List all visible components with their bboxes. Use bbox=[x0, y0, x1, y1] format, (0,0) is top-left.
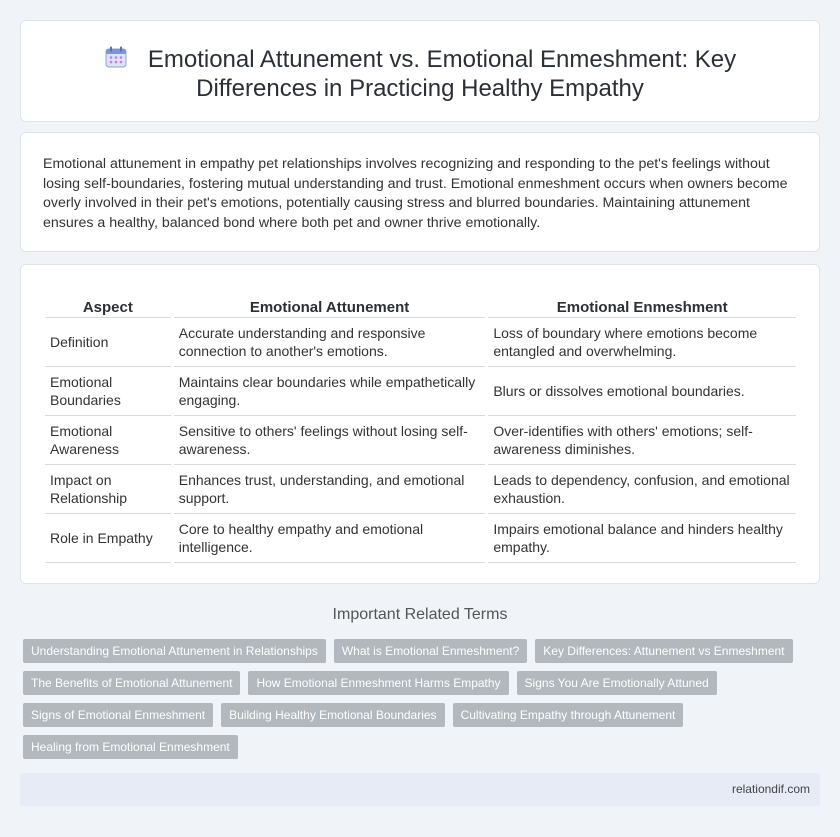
related-term-tag[interactable]: Key Differences: Attunement vs Enmeshment bbox=[535, 639, 792, 663]
cell-enmeshment: Blurs or dissolves emotional boundaries. bbox=[488, 367, 796, 416]
title-line-1: Emotional Attunement vs. Emotional Enmeshment: Key bbox=[147, 46, 737, 73]
tag-row bbox=[23, 671, 803, 695]
table-row bbox=[45, 416, 796, 465]
related-terms-list bbox=[23, 639, 803, 767]
header-card bbox=[20, 20, 820, 122]
related-term-tag[interactable]: Cultivating Empathy through Attunement bbox=[453, 703, 684, 727]
cell-aspect: Definition bbox=[45, 318, 171, 367]
cell-attunement: Core to healthy empathy and emotional intelligence. bbox=[174, 514, 486, 563]
site-link[interactable]: relationdif.com bbox=[731, 782, 810, 796]
cell-aspect: Impact on Relationship bbox=[45, 465, 171, 514]
comparison-table bbox=[42, 296, 799, 563]
intro-paragraph: Emotional attunement in empathy pet relationships involves recognizing and responding to the pet's feelings without losing self-boundaries, fostering mutual understanding and trust. Emotional enmeshment occurs when owners become overly involved in their pet's emotions, potentially causing stress and blurred boundaries. Maintaining attunement ensures a healthy, balanced bond where both pet and owner thrive emotionally. bbox=[43, 156, 788, 231]
cell-attunement: Accurate understanding and responsive connection to another's emotions. bbox=[174, 318, 486, 367]
tag-row bbox=[23, 703, 803, 727]
intro-card bbox=[20, 132, 820, 252]
cell-enmeshment: Leads to dependency, confusion, and emotional exhaustion. bbox=[488, 465, 796, 514]
cell-aspect: Role in Empathy bbox=[45, 514, 171, 563]
cell-aspect: Emotional Awareness bbox=[45, 416, 171, 465]
header-aspect: Aspect bbox=[45, 296, 171, 318]
related-term-tag[interactable]: What is Emotional Enmeshment? bbox=[334, 639, 527, 663]
title-line-2: Differences in Practicing Healthy Empathy bbox=[196, 75, 644, 102]
cell-attunement: Enhances trust, understanding, and emotional support. bbox=[174, 465, 486, 514]
related-term-tag[interactable]: How Emotional Enmeshment Harms Empathy bbox=[248, 671, 508, 695]
related-term-tag[interactable]: Understanding Emotional Attunement in Relationships bbox=[23, 639, 326, 663]
footer bbox=[20, 773, 820, 806]
calendar-icon bbox=[104, 45, 128, 69]
related-term-tag[interactable]: Signs You Are Emotionally Attuned bbox=[517, 671, 717, 695]
cell-enmeshment: Loss of boundary where emotions become entangled and overwhelming. bbox=[488, 318, 796, 367]
page-title bbox=[21, 45, 819, 103]
tag-row bbox=[23, 639, 803, 663]
tag-row bbox=[23, 735, 803, 759]
cell-aspect: Emotional Boundaries bbox=[45, 367, 171, 416]
header-attunement: Emotional Attunement bbox=[174, 296, 486, 318]
cell-enmeshment: Over-identifies with others' emotions; self-awareness diminishes. bbox=[488, 416, 796, 465]
related-terms-title: Important Related Terms bbox=[332, 606, 508, 623]
related-term-tag[interactable]: Healing from Emotional Enmeshment bbox=[23, 735, 238, 759]
table-header-row bbox=[45, 296, 796, 318]
table-row bbox=[45, 465, 796, 514]
cell-enmeshment: Impairs emotional balance and hinders healthy empathy. bbox=[488, 514, 796, 563]
cell-attunement: Sensitive to others' feelings without losing self-awareness. bbox=[174, 416, 486, 465]
related-term-tag[interactable]: Building Healthy Emotional Boundaries bbox=[221, 703, 444, 727]
cell-attunement: Maintains clear boundaries while empathetically engaging. bbox=[174, 367, 486, 416]
related-term-tag[interactable]: Signs of Emotional Enmeshment bbox=[23, 703, 213, 727]
header-enmeshment: Emotional Enmeshment bbox=[488, 296, 796, 318]
comparison-card bbox=[20, 264, 820, 584]
table-row bbox=[45, 318, 796, 367]
related-term-tag[interactable]: The Benefits of Emotional Attunement bbox=[23, 671, 240, 695]
table-row bbox=[45, 514, 796, 563]
table-row bbox=[45, 367, 796, 416]
